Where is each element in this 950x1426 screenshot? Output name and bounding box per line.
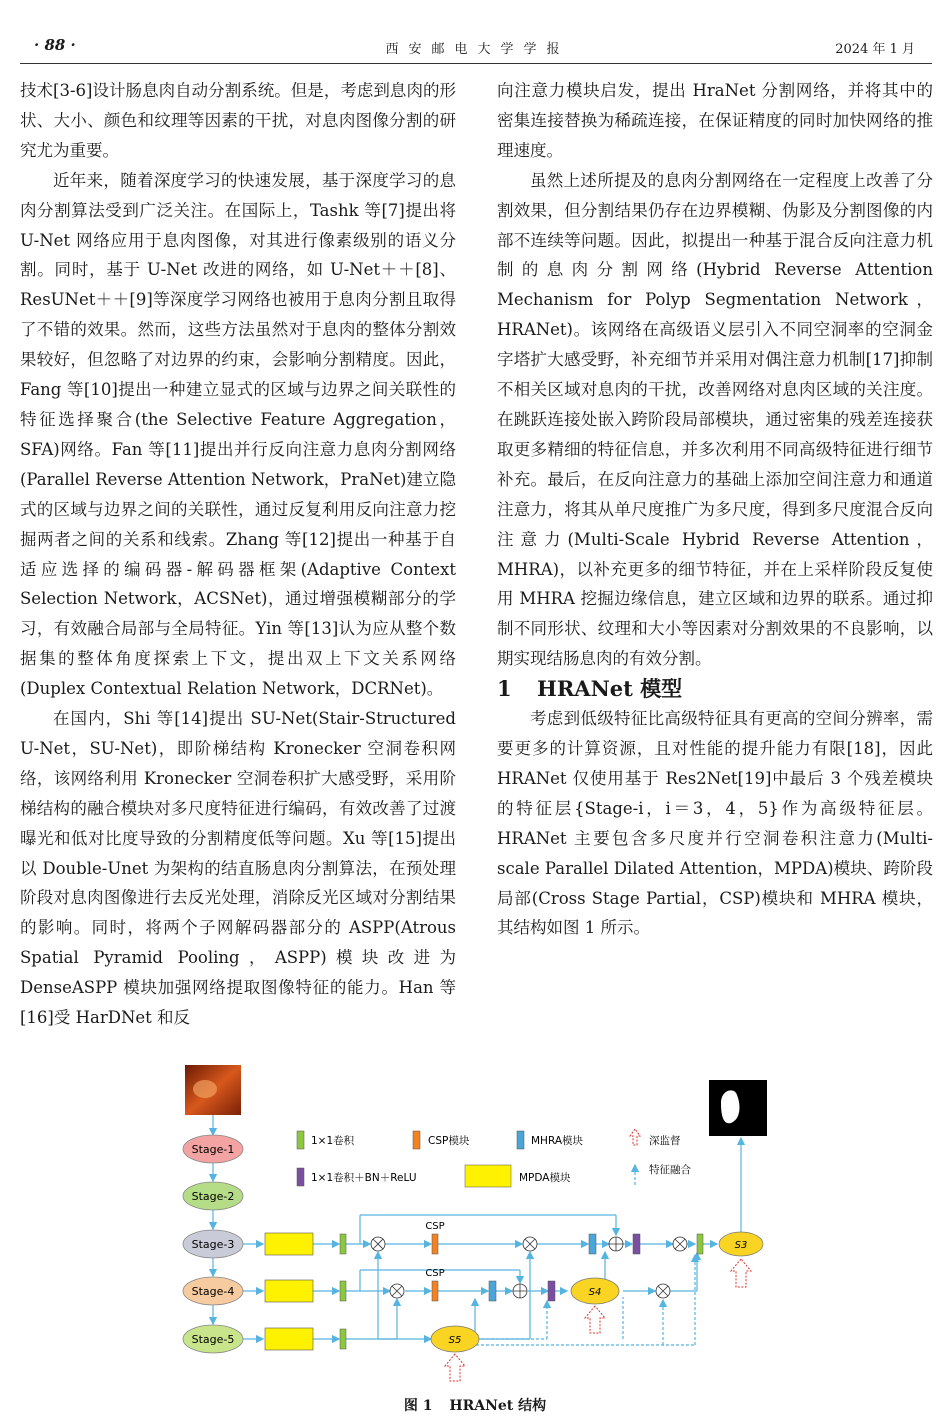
legend-fusion-label: 特征融合 <box>649 1164 691 1176</box>
paragraph: 近年来，随着深度学习的快速发展，基于深度学习的息肉分割算法受到广泛关注。在国际上，Tashk 等[7]提出将 U-Net 网络应用于息肉图像，对其进行像素级别的语义分割。同时，基于 U-Net 改进的网络，如 U-Net＋＋[8]、ResUNet＋＋[9]等深度学习网络也被用于息肉分割且取得了不错的效果。然而，这些方法虽然对于息肉的整体分割效果较好，但忽略了对边界的约束，会影响分割精度。因此，Fang 等[10]提出一种建立显式的区域与边界之间关联性的特征选择聚合(the Selective Feature Aggregation，SFA)网络。Fan 等[11]提出并行反向注意力息肉分割网络(Parallel Reverse Attention Network，PraNet)建立隐式的区域与边界之间的关联性，通过反复利用反向注意力挖掘两者之间的关系和线索。Zhang 等[12]提出一种基于自适应选择的编码器-解码器框架(Adaptive Context Selection Network，ACSNet)，通过增强模糊部分的学习，有效融合局部与全局特征。Yin 等[13]认为应从整个数据集的整体角度探索上下文，提出双上下文关系网络(Duplex Contextual Relation Network，DCRNet)。 <box>20 170 456 699</box>
mpda-block <box>265 1280 313 1302</box>
deep-supervision-icon <box>630 1129 640 1145</box>
s4-node <box>571 1278 619 1304</box>
legend-csp-label: CSP模块 <box>428 1135 470 1147</box>
legend-csp-swatch <box>413 1131 420 1149</box>
legend <box>297 1129 691 1187</box>
s4-label: S4 <box>588 1287 602 1298</box>
section-title: HRANet 模型 <box>537 676 683 702</box>
figure-caption <box>0 1395 950 1415</box>
output-mask-polyp <box>721 1090 739 1123</box>
s3-label: S3 <box>734 1240 748 1251</box>
caption-label: 图 1 <box>403 1398 433 1414</box>
csp-label: CSP <box>425 1268 445 1279</box>
conv-bn-relu-block <box>633 1234 640 1254</box>
s3-node <box>719 1232 763 1256</box>
paragraph: 向注意力模块启发，提出 HraNet 分割网络，并将其中的密集连接替换为稀疏连接，在保证精度的同时加快网络的推理速度。 <box>497 81 933 160</box>
stage-1-label: Stage-1 <box>191 1143 235 1156</box>
paragraph: 考虑到低级特征比高级特征具有更高的空间分辨率，需要更多的计算资源，且对性能的提升能力有限[18]，因此 HRANet 仅使用基于 Res2Net[19]中最后 3 个残差模块的特征层{Stage-i，i＝3，4，5}作为高级特征层。HRANet 主要包含多尺度并行空洞卷积注意力(Multi-scale Parallel Dilated Attention，MPDA)模块、跨阶段局部(Cross Stage Partial，CSP)模块和 MHRA 模块，其结构如图 1 所示。 <box>497 709 933 938</box>
section-number: 1 <box>497 676 512 702</box>
csp-label: CSP <box>425 1221 445 1232</box>
stage-5 <box>183 1325 243 1353</box>
legend-mpda-label: MPDA模块 <box>519 1172 571 1184</box>
paragraph: 技术[3-6]设计肠息肉自动分割系统。但是，考虑到息肉的形状、大小、颜色和纹理等因素的干扰，对息肉图像分割的研究尤为重要。 <box>20 81 456 160</box>
legend-deep-label: 深监督 <box>649 1135 681 1147</box>
left-column <box>20 76 456 1033</box>
stage-3 <box>183 1230 243 1258</box>
s5-label: S5 <box>448 1335 462 1346</box>
conv1x1-block <box>697 1234 703 1254</box>
mhra-block <box>489 1281 496 1301</box>
connections <box>243 1215 717 1339</box>
hranet-architecture-figure <box>175 1065 775 1400</box>
mpda-block <box>265 1233 313 1255</box>
issue-date: 2024 年 1 月 <box>835 42 915 57</box>
csp-block <box>432 1234 438 1254</box>
paragraph: 在国内，Shi 等[14]提出 SU-Net(Stair-Structured U-Net，SU-Net)，即阶梯结构 Kronecker 空洞卷积网络，该网络利用 Kronecker 空洞卷积扩大感受野，采用阶梯结构的融合模块对多尺度特征进行编码，有效改善了过渡曝光和低对比度导致的分割精度低等问题。Xu 等[15]提出以 Double-Unet 为架构的结直肠息肉分割算法，在预处理阶段对息肉图像进行去反光处理，消除反光区域对分割结果的影响。同时，将两个子网解码器部分的 ASPP(Atrous Spatial Pyramid Pooling，ASPP)模块改进为 DenseASPP 模块加强网络提取图像特征的能力。Han 等[16]受 HarDNet 和反 <box>20 709 456 1028</box>
input-image-highlight <box>193 1080 217 1098</box>
conv-bn-relu-block <box>548 1281 555 1301</box>
paragraph: 虽然上述所提及的息肉分割网络在一定程度上改善了分割效果，但分割结果仍存在边界模糊、伪影及分割图像的内部不连续等问题。因此，拟提出一种基于混合反向注意力机制的息肉分割网络(Hybrid Reverse Attention Mechanism for Polyp Segmentation Network，HRANet)。该网络在高级语义层引入不同空洞率的空洞金字塔扩大感受野，补充细节并采用对偶注意力机制[17]抑制不相关区域对息肉的干扰，改善网络对息肉区域的关注度。在跳跃连接处嵌入跨阶段局部模块，通过密集的残差连接获取更多精细的特征信息，并多次利用不同高级特征进行细节补充。最后，在反向注意力的基础上添加空间注意力和通道注意力，将其从单尺度推广为多尺度，得到多尺度混合反向注意力(Multi-Scale Hybrid Reverse Attention，MHRA)，以补充更多的细节特征，并在上采样阶段反复使用 MHRA 挖掘边缘信息，建立区域和边界的联系。通过抑制不同形状、纹理和大小等因素对分割效果的不良影响，以期实现结肠息肉的有效分割。 <box>497 170 933 669</box>
csp-block <box>432 1281 438 1301</box>
stage-3-label: Stage-3 <box>191 1238 235 1251</box>
legend-mhra-swatch <box>517 1131 524 1149</box>
stage-2-label: Stage-2 <box>191 1190 235 1203</box>
mhra-block <box>589 1234 596 1254</box>
right-column <box>497 76 933 943</box>
conv1x1-block <box>340 1234 346 1254</box>
conv1x1-block <box>340 1329 346 1349</box>
mpda-block <box>265 1328 313 1350</box>
legend-conv-swatch <box>297 1131 304 1149</box>
legend-cbr-label: 1×1卷积＋BN＋ReLU <box>311 1172 417 1184</box>
stage-4-label: Stage-4 <box>191 1285 235 1298</box>
stage-2 <box>183 1182 243 1210</box>
stage-5-label: Stage-5 <box>191 1333 235 1346</box>
journal-name: 西安邮电大学学报 <box>385 42 570 57</box>
legend-mhra-label: MHRA模块 <box>531 1135 584 1147</box>
page-header <box>20 28 935 58</box>
legend-mpda-swatch <box>465 1165 511 1187</box>
legend-conv-label: 1×1卷积 <box>311 1135 355 1147</box>
header-rule <box>20 63 932 64</box>
section-heading <box>497 674 933 704</box>
conv1x1-block <box>340 1281 346 1301</box>
stage-4 <box>183 1277 243 1305</box>
legend-cbr-swatch <box>297 1168 304 1186</box>
page-number: · 88 · <box>34 36 76 54</box>
caption-text: HRANet 结构 <box>449 1398 547 1414</box>
s5-node <box>431 1326 479 1352</box>
deep-supervision-arrows <box>445 1259 751 1381</box>
stage-1 <box>183 1135 243 1163</box>
